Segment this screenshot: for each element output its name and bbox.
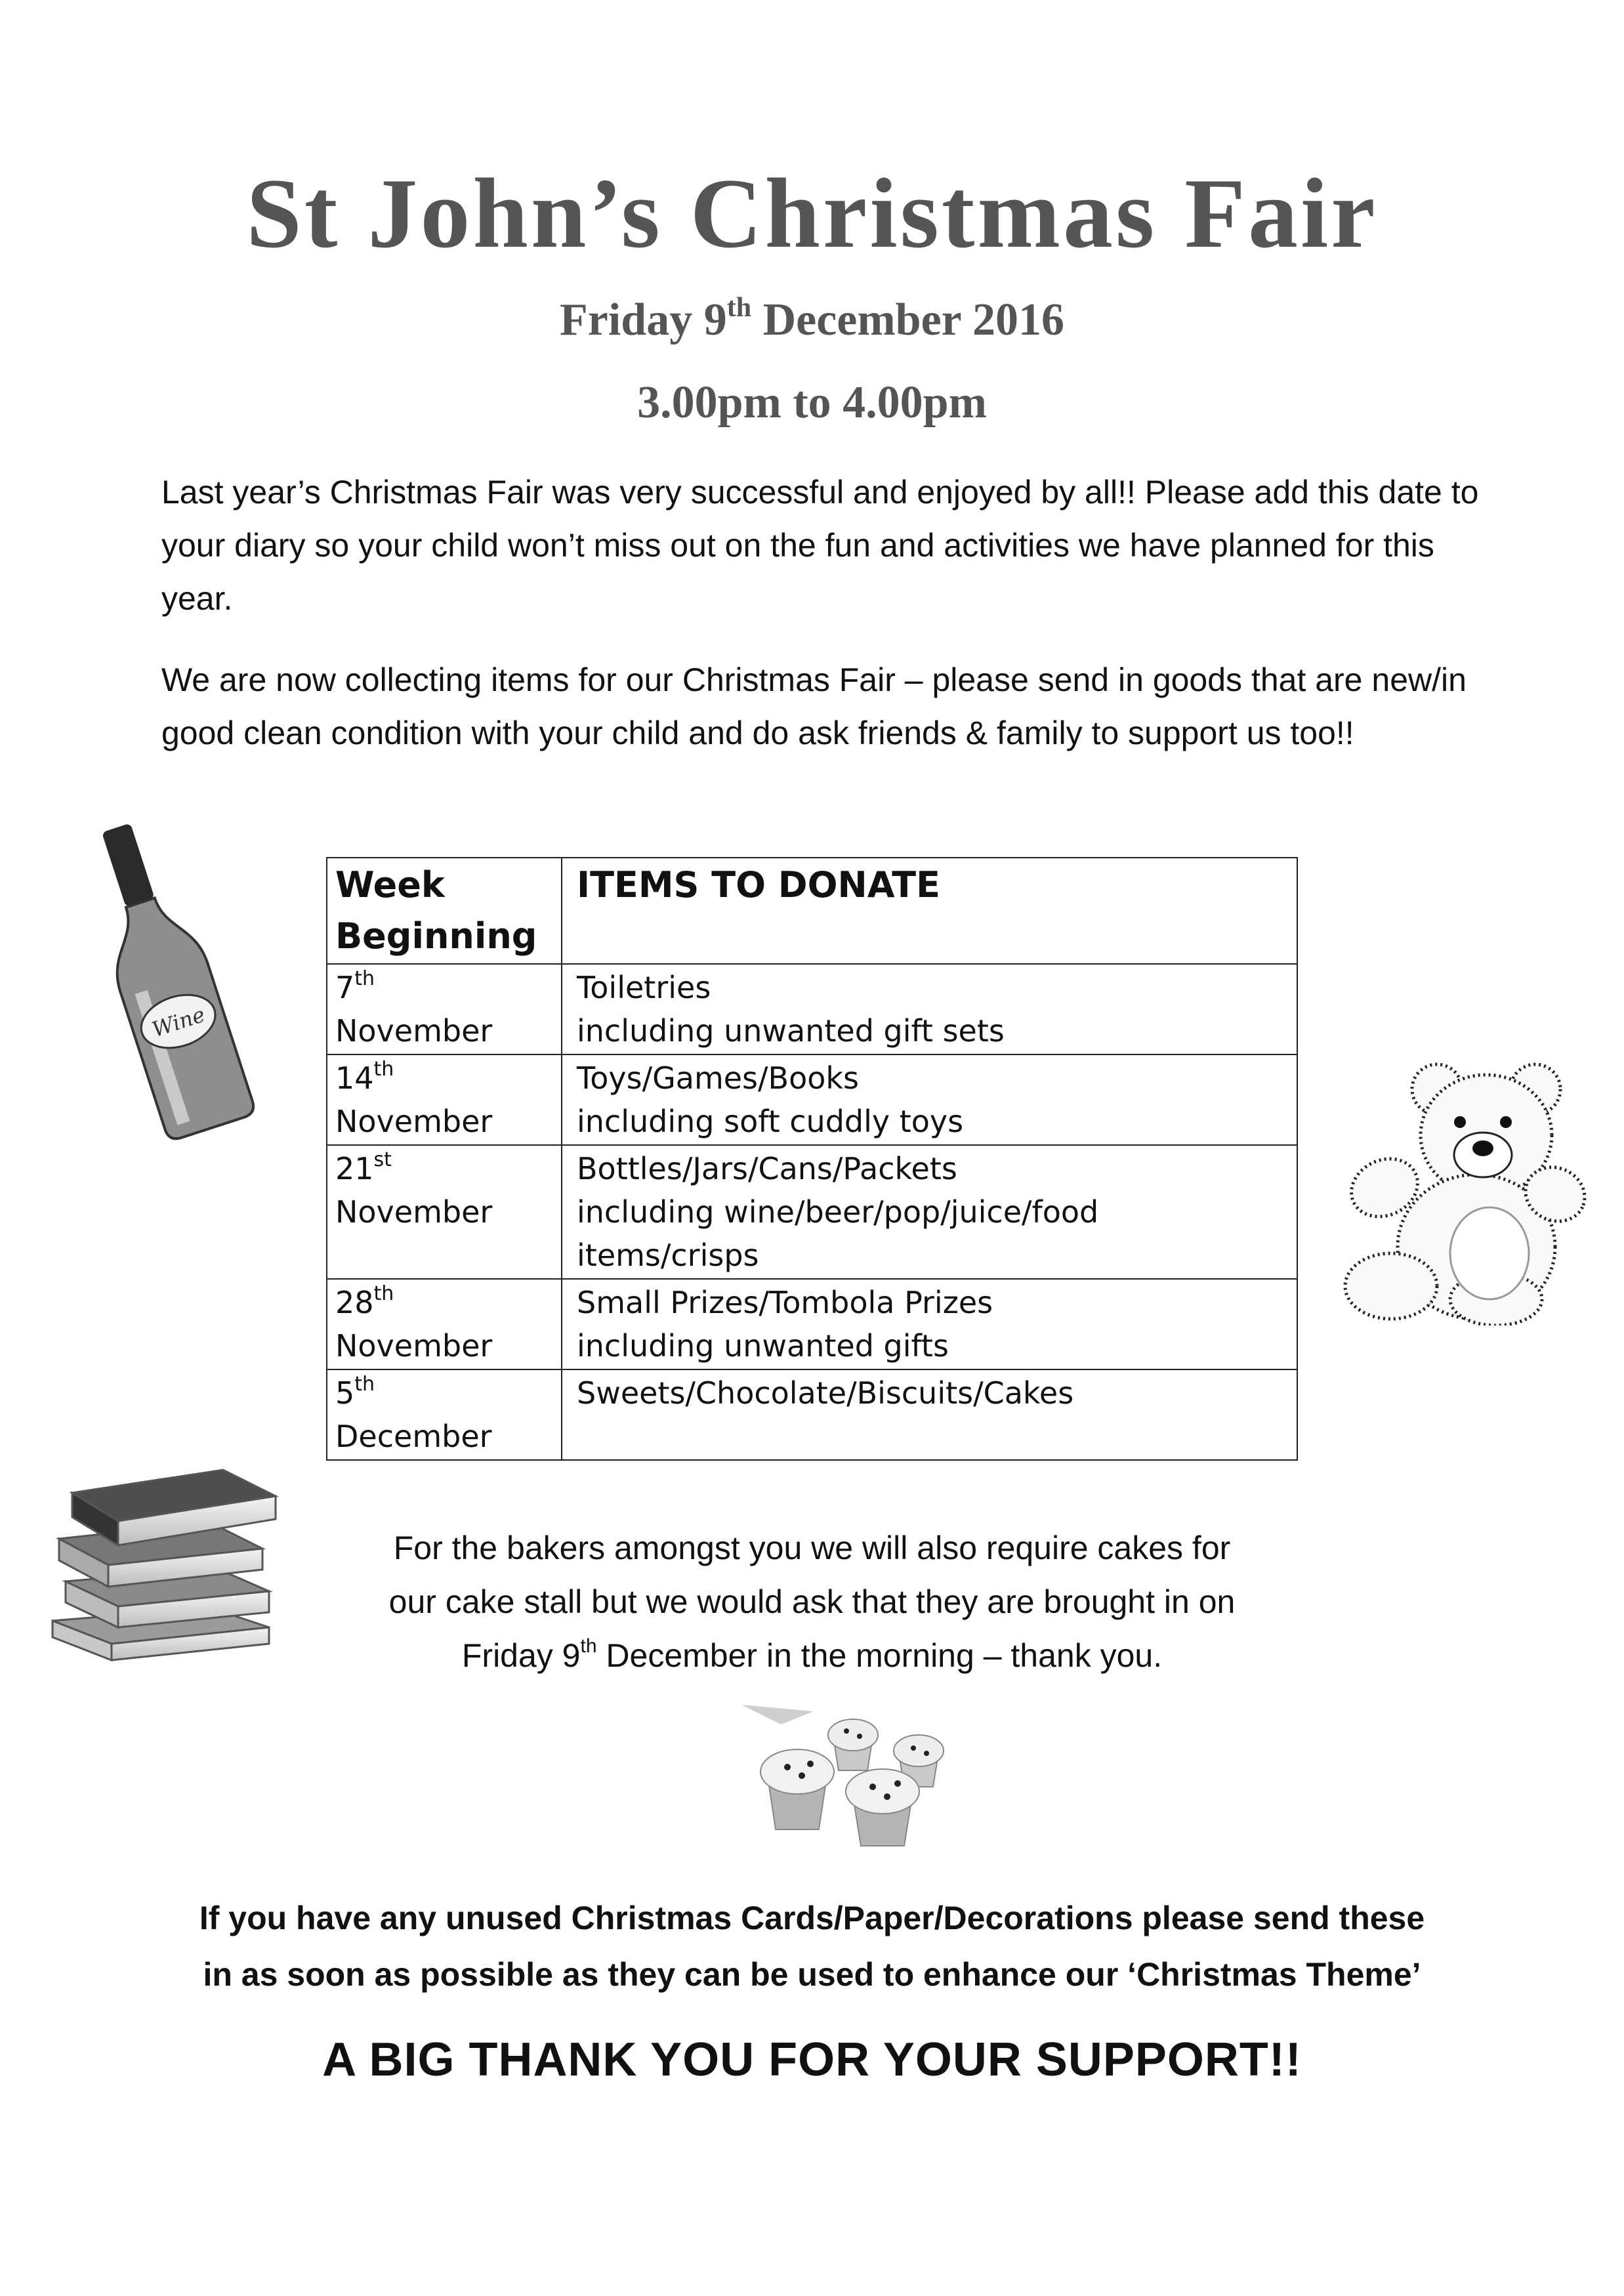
wine-bottle-icon	[72, 807, 256, 1148]
table-row	[327, 1054, 1297, 1145]
column-header-week: Week Beginning	[327, 858, 562, 964]
week-cell: 7th November	[327, 964, 562, 1054]
items-cell: Bottles/Jars/Cans/Packets including wine/beer/pop/juice/food items/crisps	[562, 1145, 1297, 1279]
intro-paragraph-2: We are now collecting items for our Christmas Fair – please send in goods that are new/in good clean condition with your child and do ask friends & family to support us too!!	[161, 661, 1467, 751]
table-row	[327, 1369, 1297, 1460]
table-row	[327, 964, 1297, 1054]
items-cell: Small Prizes/Tombola Prizes including unwanted gifts	[562, 1279, 1297, 1369]
event-time: 3.00pm to 4.00pm	[637, 377, 987, 428]
table-row	[327, 1279, 1297, 1369]
intro-paragraph-1: Last year’s Christmas Fair was very successful and enjoyed by all!! Please add this date to your diary so your child won’t miss out on the fun and activities we have planned for this year.	[161, 474, 1479, 617]
page-title: St John’s Christmas Fair	[246, 158, 1378, 268]
teddy-bear-icon	[1339, 1050, 1588, 1325]
cards-note: If you have any unused Christmas Cards/Paper/Decorations please send these in as soon as possible as they can be used to enhance our ‘Christmas Theme’	[199, 1900, 1425, 1993]
donation-table	[326, 857, 1298, 1461]
closing-thanks: A BIG THANK YOU FOR YOUR SUPPORT!!	[322, 2034, 1302, 2086]
items-cell: Toys/Games/Books including soft cuddly toys	[562, 1054, 1297, 1145]
cupcakes-icon	[741, 1698, 958, 1862]
bakers-paragraph: For the bakers amongst you we will also require cakes for our cake stall but we would ask that they are brought in on Friday 9th December in the morning – thank you.	[388, 1530, 1236, 1674]
column-header-items: ITEMS TO DONATE	[562, 858, 1297, 964]
items-cell: Sweets/Chocolate/Biscuits/Cakes	[562, 1369, 1297, 1460]
table-row	[327, 1145, 1297, 1279]
svg-text:Wine: Wine	[149, 1001, 208, 1043]
week-cell: 5th December	[327, 1369, 562, 1460]
week-cell: 28th November	[327, 1279, 562, 1369]
event-date: Friday 9th December 2016	[560, 293, 1064, 345]
week-cell: 21st November	[327, 1145, 562, 1279]
table-header-row	[327, 858, 1297, 964]
week-cell: 14th November	[327, 1054, 562, 1145]
items-cell: Toiletries including unwanted gift sets	[562, 964, 1297, 1054]
